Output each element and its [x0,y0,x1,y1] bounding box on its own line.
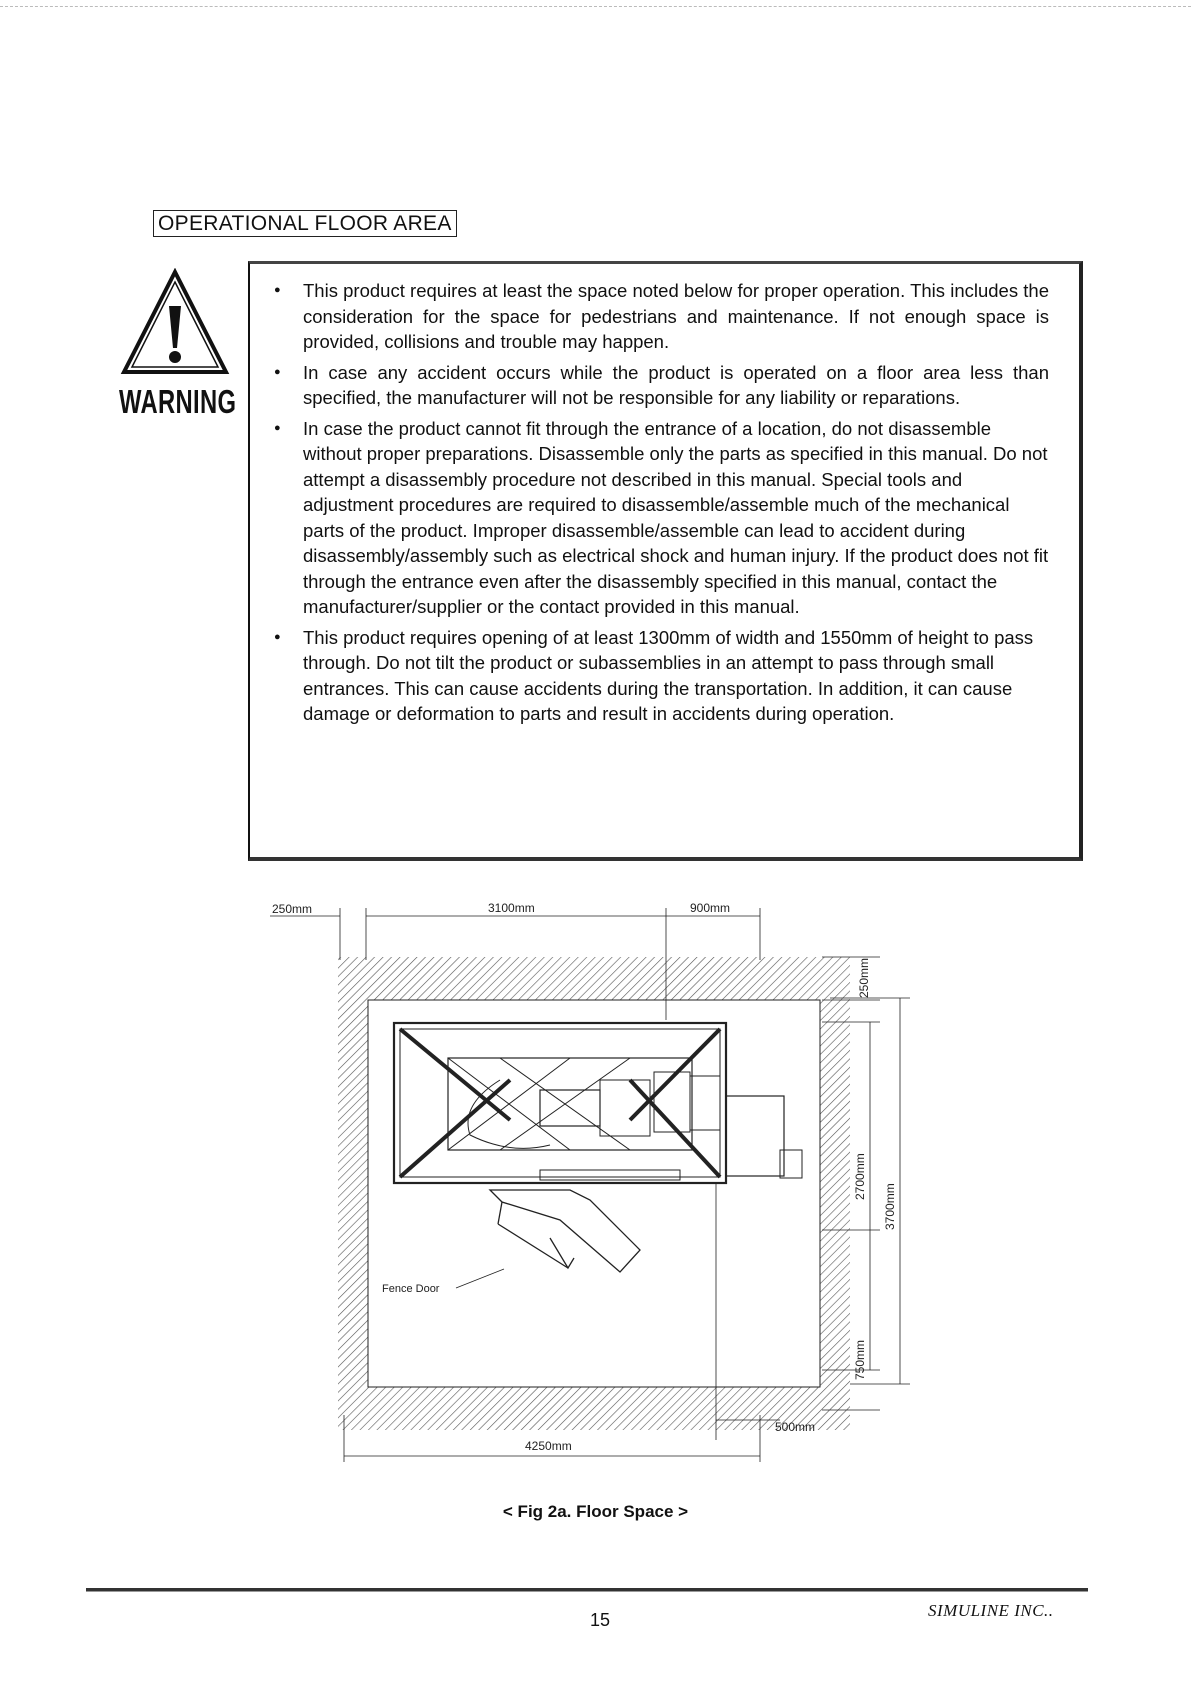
machine-outline [394,1023,802,1183]
dim-machine-width: 3100mm [488,901,535,915]
dim-top-margin: 250mm [857,957,871,998]
footer-rule [86,1588,1088,1592]
warning-list [274,278,1049,727]
dim-total-width: 4250mm [525,1439,572,1453]
warning-bullet-3: ● In case the product cannot fit through the entrance of a location, do not disassemble without proper preparations. Disassemble only the parts as specified in this manual. Do not attempt a disassembly procedure not described in this manual. Special tools and adjustment procedures are required to disassemble/assemble much of the mechanical parts of the product. Improper disassemble/assemble can lead to accident during disassembly/assembly such as electrical shock and human injury. If the product does not fit through the entrance even after the disassembly specified in this manual, contact the manufacturer/supplier or the contact provided in this manual. [274,416,1049,620]
company-name: SIMULINE INC.. [928,1601,1054,1620]
section-title: OPERATIONAL FLOOR AREA [153,210,457,237]
dim-right-margin: 900mm [690,901,731,915]
hatched-perimeter [338,957,850,1430]
warning-bullet-2: ● In case any accident occurs while the product is operated on a floor area less than specified, the manufacturer will not be responsible for any liability or reparations. [274,360,1049,411]
top-dashed-rule [0,6,1191,7]
dim-left-margin: 250mm [272,902,313,916]
fence-door-label: Fence Door [382,1283,440,1295]
warning-bullet-4: ● This product requires opening of at least 1300mm of width and 1550mm of height to pass through. Do not tilt the product or subassemblies in an attempt to pass through small entrances. This can cause accidents during the transportation. In addition, it can cause damage or deformation to parts and result in accidents during operation. [274,625,1049,727]
page-number: 15 [589,1610,611,1630]
dim-machine-depth: 2700mm [853,1153,867,1200]
figure-caption: < Fig 2a. Floor Space > [502,1502,689,1521]
dim-total-depth: 3700mm [883,1183,897,1230]
warning-label: WARNING [119,383,237,420]
warning-triangle-icon [120,268,230,380]
floor-space-diagram [270,900,950,1480]
dim-front-depth: 750mm [853,1339,867,1380]
warning-bullet-1: ● This product requires at least the space noted below for proper operation. This includes the consideration for the space for pedestrians and maintenance. If not enough space is provided, collisions and trouble may happen. [274,278,1049,355]
dim-console-offset: 500mm [775,1420,816,1434]
warning-box [248,261,1083,861]
fence-door [490,1190,640,1272]
